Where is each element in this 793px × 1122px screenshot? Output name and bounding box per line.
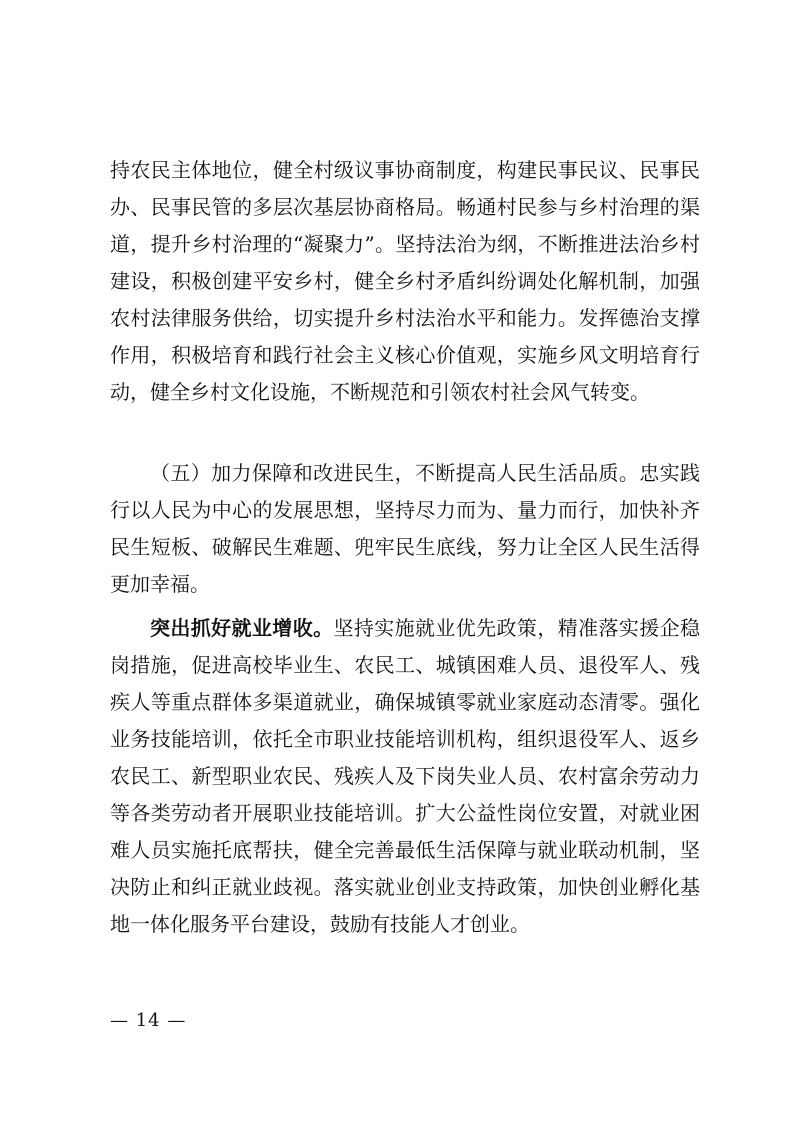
paragraph-lead-heading: 突出抓好就业增收。 bbox=[150, 616, 334, 640]
paragraph-employment bbox=[110, 610, 700, 943]
paragraph-section-five bbox=[110, 455, 700, 603]
paragraph-village-governance bbox=[110, 152, 700, 411]
paragraph-text: 持农民主体地位，健全村级议事协商制度，构建民事民议、民事民办、民事民管的多层次基层协商格局。畅通村民参与乡村治理的渠道，提升乡村治理的“凝聚力”。坚持法治为纲，不断推进法治乡村建设，积极创建平安乡村，健全乡村矛盾纠纷调处化解机制，加强农村法律服务供给，切实提升乡村法治水平和能力。发挥德治支撑作用，积极培育和践行社会主义核心价值观，实施乡风文明培育行动，健全乡村文化设施，不断规范和引领农村社会风气转变。 bbox=[110, 158, 700, 404]
paragraph-text bbox=[110, 610, 700, 943]
page-number: — 14 — bbox=[110, 1010, 187, 1031]
paragraph-body: 坚持实施就业优先政策，精准落实援企稳岗措施，促进高校毕业生、农民工、城镇困难人员、退役军人、残疾人等重点群体多渠道就业，确保城镇零就业家庭动态清零。强化业务技能培训，依托全市职业技能培训机构，组织退役军人、返乡农民工、新型职业农民、残疾人及下岗失业人员、农村富余劳动力等各类劳动者开展职业技能培训。扩大公益性岗位安置，对就业困难人员实施托底帮扶，健全完善最低生活保障与就业联动机制，坚决防止和纠正就业歧视。落实就业创业支持政策，加快创业孵化基地一体化服务平台建设，鼓励有技能人才创业。 bbox=[110, 616, 701, 936]
paragraph-text: （五）加力保障和改进民生，不断提高人民生活品质。忠实践行以人民为中心的发展思想，坚持尽力而为、量力而行，加快补齐民生短板、破解民生难题、兜牢民生底线，努力让全区人民生活得更加幸福。 bbox=[110, 461, 700, 596]
